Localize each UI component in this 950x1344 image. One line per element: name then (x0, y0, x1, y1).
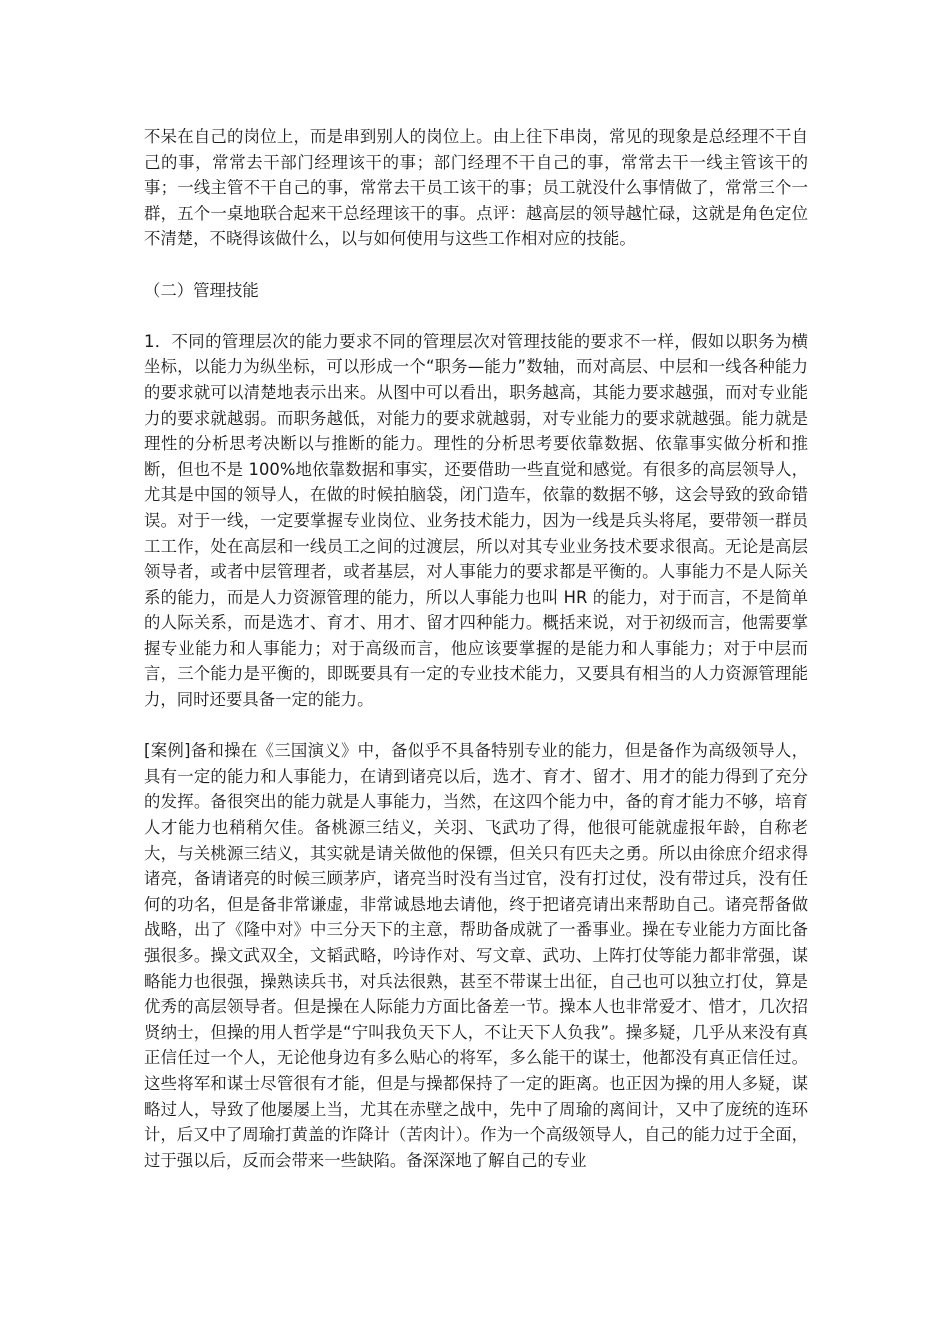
document-body (144, 124, 808, 1173)
body-paragraph-case-study: [案例]备和操在《三国演义》中，备似乎不具备特别专业的能力，但是备作为高级领导人，具有一定的能力和人事能力，在请到诸亮以后，选才、育才、留才、用才的能力得到了充分的发挥。备很突出的能力就是人事能力，当然，在这四个能力中，备的育才能力不够，培育人才能力也稍稍欠佳。备桃源三结义，关羽、飞武功了得，他很可能就虚报年龄，自称老大，与关桃源三结义，其实就是请关做他的保镖，但关只有匹夫之勇。所以由徐庶介绍求得诸亮，备请诸亮的时候三顾茅庐，诸亮当时没有当过官，没有打过仗，没有带过兵，没有任何的功名，但是备非常谦虚，非常诚恳地去请他，终于把诸亮请出来帮助自己。诸亮帮备做战略，出了《隆中对》中三分天下的主意，帮助备成就了一番事业。操在专业能力方面比备强很多。操文武双全，文韬武略，吟诗作对、写文章、武功、上阵打仗等能力都非常强，谋略能力也很强，操熟读兵书，对兵法很熟，甚至不带谋士出征，自己也可以独立打仗，算是优秀的高层领导者。但是操在人际能力方面比备差一节。操本人也非常爱才、惜才，几次招贤纳士，但操的用人哲学是“宁叫我负天下人，不让天下人负我”。操多疑，几乎从来没有真正信任过一个人，无论他身边有多么贴心的将军，多么能干的谋士，他都没有真正信任过。这些将军和谋士尽管很有才能，但是与操都保持了一定的距离。也正因为操的用人多疑，谋略过人，导致了他屡屡上当，尤其在赤壁之战中，先中了周瑜的离间计，又中了庞统的连环计，后又中了周瑜打黄盖的诈降计（苦肉计）。作为一个高级领导人，自己的能力过于全面，过于强以后，反而会带来一些缺陷。备深深地了解自己的专业 (144, 741, 808, 1170)
section-heading-management-skills: （二）管理技能 (144, 280, 259, 300)
body-paragraph-role-positioning: 不呆在自己的岗位上，而是串到别人的岗位上。由上往下串岗，常见的现象是总经理不干自己的事，常常去干部门经理该干的事；部门经理不干自己的事，常常去干一线主管该干的事；一线主管不干自己的事，常常去干员工该干的事；员工就没什么事情做了，常常三个一群，五个一桌地联合起来干总经理该干的事。点评：越高层的领导越忙碌，这就是角色定位不清楚，不晓得该做什么，以与如何使用与这些工作相对应的技能。 (144, 127, 808, 249)
body-paragraph-ability-requirements: 1．不同的管理层次的能力要求不同的管理层次对管理技能的要求不一样，假如以职务为横坐标，以能力为纵坐标，可以形成一个“职务—能力”数轴，而对高层、中层和一线各种能力的要求就可以清楚地表示出来。从图中可以看出，职务越高，其能力要求越强，而对专业能力的要求就越弱。而职务越低，对能力的要求就越弱，对专业能力的要求就越强。能力就是理性的分析思考决断以与推断的能力。理性的分析思考要依靠数据、依靠事实做分析和推断，但也不是 100%地依靠数据和事实，还要借助一些直觉和感觉。有很多的高层领导人，尤其是中国的领导人，在做的时候拍脑袋，闭门造车，依靠的数据不够，这会导致的致命错误。对于一线，一定要掌握专业岗位、业务技术能力，因为一线是兵头将尾，要带领一群员工工作，处在高层和一线员工之间的过渡层，所以对其专业业务技术要求很高。无论是高层领导者，或者中层管理者，或者基层，对人事能力的要求都是平衡的。人事能力不是人际关系的能力，而是人力资源管理的能力，所以人事能力也叫 HR 的能力，对于而言，不是简单的人际关系，而是选才、育才、用才、留才四种能力。概括来说，对于初级而言，他需要掌握专业能力和人事能力；对于高级而言，他应该要掌握的是能力和人事能力；对于中层而言，三个能力是平衡的，即既要具有一定的专业技术能力，又要具有相当的人力资源管理能力，同时还要具备一定的能力。 (144, 331, 808, 710)
